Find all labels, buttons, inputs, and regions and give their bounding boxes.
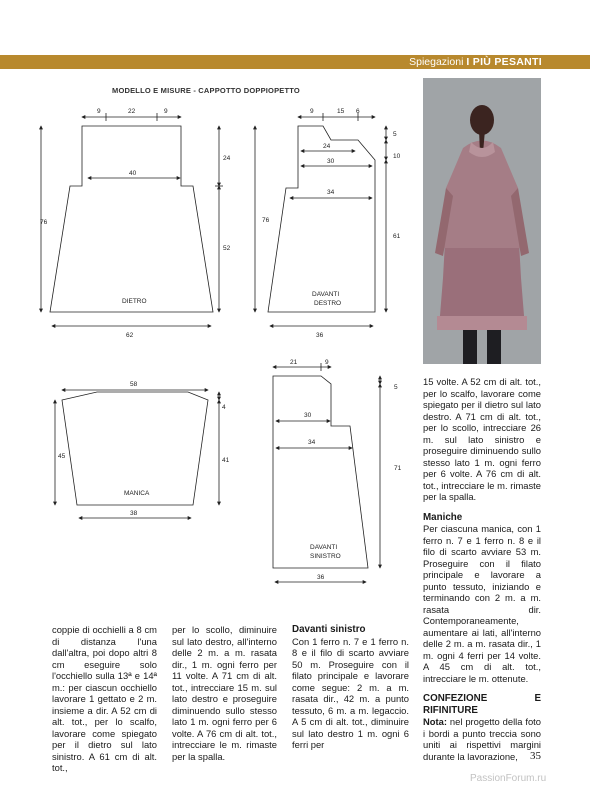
col4-paragraph-2: Per ciascuna manica, con 1 ferro n. 7 e 1 ferro n. 8 e il filo di scarto avviare 53 m. Proseguire con il filato principale e lavorare a punto tessuto, iniziando e terminando con 2 m. a m. rasata dir. Contemporaneamente, aumentare ai lati, all'interno delle 2 m. a m. rasata dir., 1 m. ogni 4 ferri per 14 volte. A 45 cm di alt. tot., intrecciare le m. ottenute. (423, 523, 541, 684)
page-number: 35 (530, 750, 541, 762)
dietro-shoulder-width: 40 (129, 170, 137, 177)
ds-neck-height: 5 (394, 384, 398, 391)
dd-neck-height: 5 (393, 131, 397, 138)
col3-paragraph: Con 1 ferro n. 7 e 1 ferro n. 8 e il filo di scarto avviare 50 m. Proseguire con il filato principale e lavorare come segue: 2 m. a m. rasata dir., 42 m. a punto tessuto, 6 m. a m. legaccio. A 5 cm di alt. tot., diminuire sul lato destro 1 m. ogni 6 ferri per (292, 635, 409, 750)
dietro-armhole-height: 24 (223, 155, 231, 162)
section-label: Spiegazioni I PIÙ PESANTI (409, 56, 542, 68)
dietro-top-left: 9 (97, 108, 101, 115)
ds-name: DAVANTI (310, 544, 338, 551)
dd-name-2: DESTRO (314, 300, 342, 307)
dietro-bottom-width: 62 (126, 332, 134, 339)
dietro-top-mid: 22 (128, 108, 136, 115)
text-column-1 (52, 624, 157, 774)
text-column-3 (292, 624, 409, 751)
col4-paragraph-3 (423, 716, 541, 762)
ds-top-left: 21 (290, 359, 298, 366)
schema-title: MODELLO E MISURE - CAPPOTTO DOPPIOPETTO (112, 86, 300, 95)
dietro-top-right: 9 (164, 108, 168, 115)
col4-paragraph-1: 15 volte. A 52 cm di alt. tot., per lo scalfo, lavorare come spiegato per il dietro sul lato destro. A 71 cm di alt. tot., per lo scollo, intrecciare 26 m. sul lato sinistro e proseguire diminuendo sullo stesso lato 1 m. ogni ferro per 6 volte. A 76 cm di alt. tot., intrecciare le m. rimaste per la spalla. (423, 376, 541, 502)
col3-heading: Davanti sinistro (292, 624, 366, 635)
davanti-destro-outline (268, 126, 375, 312)
dd-neck-width: 24 (323, 143, 331, 150)
ds-bottom-width: 36 (317, 574, 325, 581)
ds-top-right: 9 (325, 359, 329, 366)
manica-total-height: 45 (58, 453, 66, 460)
text-column-2 (172, 624, 277, 762)
col4-heading-confezione: CONFEZIONE E RIFINITURE (423, 693, 541, 716)
manica-side-height: 41 (222, 457, 230, 464)
dietro-outline (50, 126, 213, 312)
manica-top-width: 58 (130, 381, 138, 388)
dietro-total-height: 76 (40, 219, 48, 226)
manica-name: MANICA (124, 490, 150, 497)
dd-bottom-width: 36 (316, 332, 324, 339)
dietro-side-height: 52 (223, 245, 231, 252)
ds-front-height: 71 (394, 465, 402, 472)
ds-armhole-width: 34 (308, 439, 316, 446)
text-column-4 (423, 376, 541, 762)
col1-paragraph: coppie di occhielli a 8 cm di distanza l'una dall'altra, poi dopo altri 8 cm eseguire solo l'occhiello sulla 13ª e 14ª m.: per ciascun occhiello lavorare 1 gettato e 2 m. insieme a dir. A 52 cm di alt. tot., per lo scalfo, lavorare come spiegato per il dietro sul lato sinistro. A 61 cm di alt. tot., (52, 624, 157, 773)
manica-outline (62, 392, 208, 505)
dd-total-height: 76 (262, 217, 270, 224)
nota-label: Nota: (423, 716, 447, 727)
dd-top-left: 9 (310, 108, 314, 115)
watermark: PassionForum.ru (470, 773, 547, 784)
manica-cap-height: 4 (222, 404, 226, 411)
dd-neck-height-2: 10 (393, 153, 401, 160)
ds-name-2: SINISTRO (310, 553, 341, 560)
davanti-sinistro-outline (273, 376, 368, 568)
nota-text: nel progetto della foto i bordi a punto treccia sono uniti ai rispettivi margini durante la lavorazione, (423, 716, 541, 762)
dd-armhole-width: 34 (327, 189, 335, 196)
dd-chest-width: 30 (327, 158, 335, 165)
ds-chest-width: 30 (304, 412, 312, 419)
dd-front-height: 61 (393, 233, 401, 240)
dd-name: DAVANTI (312, 291, 340, 298)
dd-top-right: 6 (356, 108, 360, 115)
manica-cuff-width: 38 (130, 510, 138, 517)
col4-heading-maniche: Maniche (423, 511, 463, 523)
col2-paragraph: per lo scollo, diminuire sul lato destro, all'interno delle 2 m. a m. rasata dir., 1 m. ogni ferro per 11 volte. A 71 cm di alt. tot., intrecciare 15 m. sul lato destro e proseguire diminuendo sullo stesso lato 1 m. ogni ferro per 6 volte. A 76 cm di alt. tot., intrecciare le m. rimaste per la spalla. (172, 624, 277, 762)
dietro-name: DIETRO (122, 298, 147, 305)
model-photo (423, 78, 541, 364)
dd-top-mid: 15 (337, 108, 345, 115)
